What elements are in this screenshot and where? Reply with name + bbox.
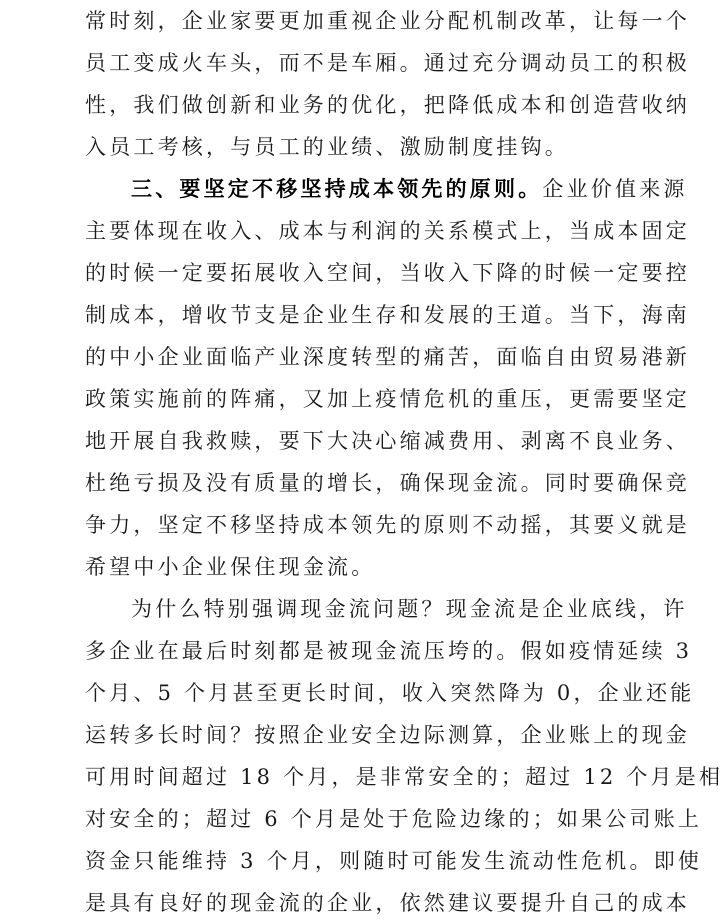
text-line: 的中小企业面临产业深度转型的痛苦，面临自由贸易港新: [85, 345, 690, 369]
text-line: 入员工考核，与员工的业绩、激励制度挂钩。: [85, 135, 569, 159]
text-line: 资金只能维持 3 个月，则随时可能发生流动性危机。即使: [85, 849, 703, 873]
paragraph-distribution-reform: [85, 0, 690, 168]
text-line: 对安全的；超过 6 个月是处于危险边缘的；如果公司账上: [85, 807, 703, 831]
text-line: 为什么特别强调现金流问题？现金流是企业底线，许: [131, 597, 688, 621]
text-line: 性，我们做创新和业务的优化，把降低成本和创造营收纳: [85, 93, 690, 117]
section-heading: 三、要坚定不移坚持成本领先的原则。: [131, 176, 543, 201]
text-line: 多企业在最后时刻都是被现金流压垮的。假如疫情延续 3: [85, 639, 693, 663]
paragraph-cash-flow: [85, 588, 723, 924]
text-line: 杜绝亏损及没有质量的增长，确保现金流。同时要确保竞: [85, 471, 690, 495]
text-line: 个月、5 个月甚至更长时间，收入突然降为 0，企业还能: [85, 681, 695, 705]
text-line: 运转多长时间？按照企业安全边际测算，企业账上的现金: [85, 723, 690, 747]
text-line: 制成本，增收节支是企业生存和发展的王道。当下，海南: [85, 303, 690, 327]
text-line: 争力，坚定不移坚持成本领先的原则不动摇，其要义就是: [85, 513, 690, 537]
text-line: [85, 168, 688, 210]
paragraph-cost-leadership: [85, 168, 690, 588]
text-line: 员工变成火车头，而不是车厢。通过充分调动员工的积极: [85, 51, 690, 75]
text-line: 主要体现在收入、成本与利润的关系模式上，当成本固定: [85, 219, 690, 243]
text-line: 是具有良好的现金流的企业，依然建议要提升自己的成本: [85, 891, 690, 915]
text-line: 地开展自我救赎，要下大决心缩减费用、剥离不良业务、: [85, 429, 690, 453]
text-line: 政策实施前的阵痛，又加上疫情危机的重压，更需要坚定: [85, 387, 690, 411]
document-text: [85, 0, 723, 924]
heading-line-rest: 企业价值来源: [542, 177, 688, 201]
text-line: 希望中小企业保住现金流。: [85, 555, 376, 579]
text-line: 可用时间超过 18 个月，是非常安全的；超过 12 个月是相: [85, 765, 723, 789]
text-line: 的时候一定要拓展收入空间，当收入下降的时候一定要控: [85, 261, 690, 285]
text-line: 常时刻，企业家要更加重视企业分配机制改革，让每一个: [85, 9, 690, 33]
